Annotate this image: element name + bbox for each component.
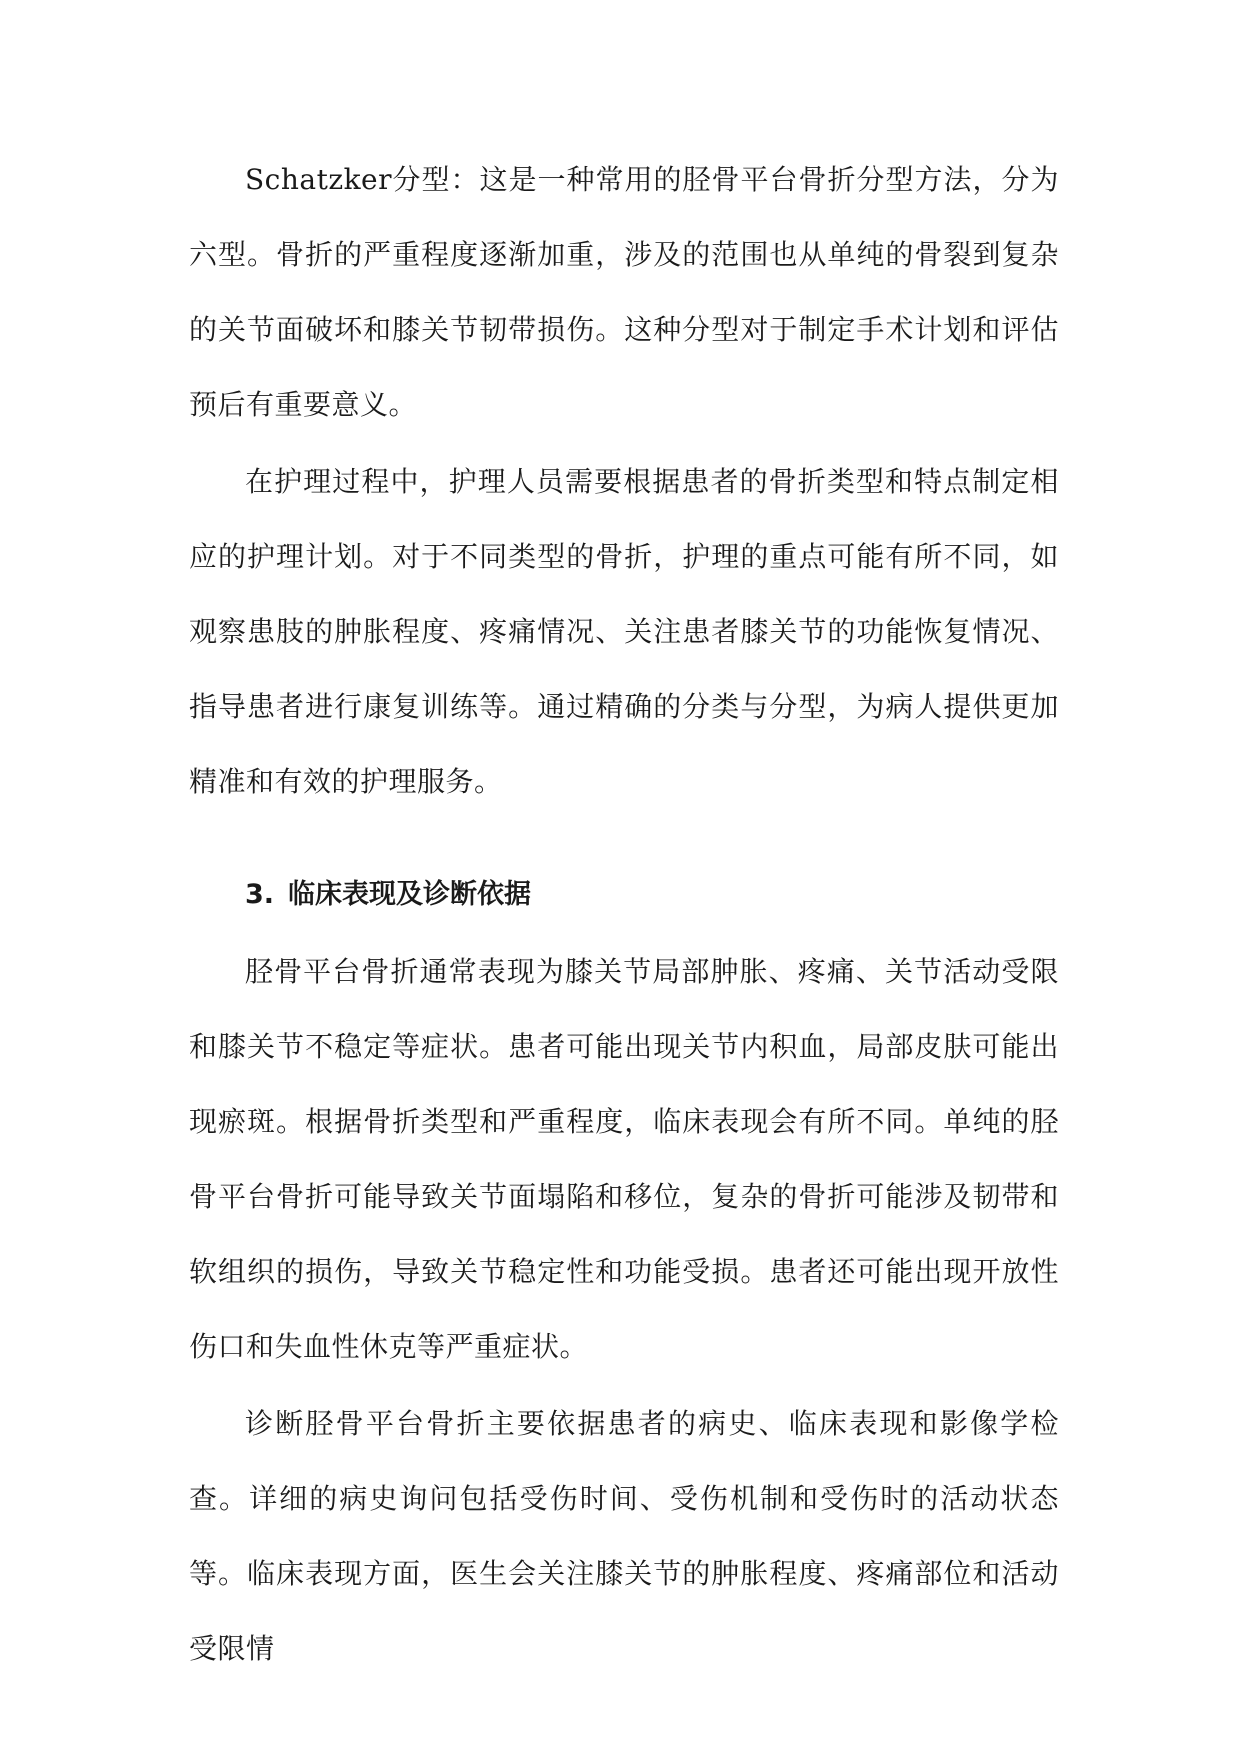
paragraph-clinical-manifestations: 胫骨平台骨折通常表现为膝关节局部肿胀、疼痛、关节活动受限和膝关节不稳定等症状。患者可能出现关节内积血，局部皮肤可能出现瘀斑。根据骨折类型和严重程度，临床表现会有所不同。单纯的胫骨平台骨折可能导致关节面塌陷和移位，复杂的骨折可能涉及韧带和软组织的损伤，导致关节稳定性和功能受损。患者还可能出现开放性伤口和失血性休克等严重症状。	[189, 955, 1059, 1363]
paragraph-diagnosis-basis: 诊断胫骨平台骨折主要依据患者的病史、临床表现和影像学检查。详细的病史询问包括受伤时间、受伤机制和受伤时的活动状态等。临床表现方面，医生会关注膝关节的肿胀程度、疼痛部位和活动受限情	[189, 1407, 1059, 1665]
section-number: 3.	[245, 879, 275, 910]
section-heading	[189, 857, 1059, 932]
paragraph-schatzker-classification: Schatzker分型：这是一种常用的胫骨平台骨折分型方法，分为六型。骨折的严重程度逐渐加重，涉及的范围也从单纯的骨裂到复杂的关节面破坏和膝关节韧带损伤。这种分型对于制定手术计划和评估预后有重要意义。	[189, 163, 1059, 421]
section-title: 临床表现及诊断依据	[288, 879, 532, 910]
paragraph-nursing-plan: 在护理过程中，护理人员需要根据患者的骨折类型和特点制定相应的护理计划。对于不同类型的骨折，护理的重点可能有所不同，如观察患肢的肿胀程度、疼痛情况、关注患者膝关节的功能恢复情况、指导患者进行康复训练等。通过精确的分类与分型，为病人提供更加精准和有效的护理服务。	[189, 465, 1059, 798]
document-body	[189, 142, 1059, 1686]
